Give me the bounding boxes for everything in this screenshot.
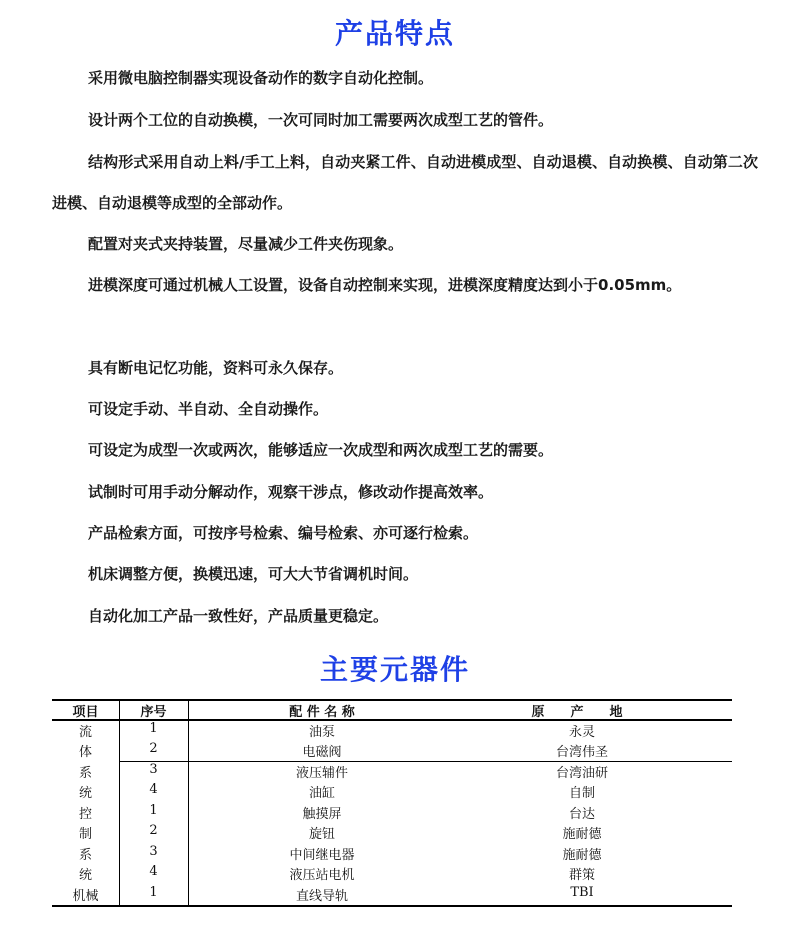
feature-item: 试制时可用手动分解动作，观察干涉点，修改动作提高效率。: [88, 483, 494, 501]
category-char: 系: [78, 766, 92, 781]
feature-item: 产品检索方面，可按序号检索、编号检索、亦可逐行检索。: [88, 524, 479, 542]
feature-item: 机床调整方便，换模迅速，可大大节省调机时间。: [88, 565, 419, 583]
row-no: 3: [149, 762, 158, 777]
row-no: 4: [149, 864, 158, 879]
table-col-rule: [188, 699, 189, 907]
feature-item: 设计两个工位的自动换模，一次可同时加工需要两次成型工艺的管件。: [88, 111, 554, 129]
row-name: 中间继电器: [289, 848, 355, 863]
row-no: 4: [149, 782, 158, 797]
components-table: [52, 699, 732, 907]
row-name: 旋钮: [308, 827, 335, 842]
components-title: 主要元器件: [319, 653, 470, 686]
row-origin: 自制: [568, 786, 595, 801]
row-name: 油缸: [308, 786, 335, 801]
row-origin: 台湾伟圣: [555, 745, 608, 760]
row-origin: 施耐德: [562, 848, 602, 863]
row-name: 直线导轨: [295, 889, 348, 904]
row-origin: 群策: [568, 868, 595, 883]
feature-item: 自动化加工产品一致性好，产品质量更稳定。: [88, 607, 389, 625]
row-no: 1: [149, 803, 158, 818]
row-name: 液压辅件: [295, 766, 348, 781]
category-char: 统: [78, 868, 92, 883]
header-origin: 原 产 地: [531, 705, 623, 720]
features-title: 产品特点: [334, 17, 455, 50]
row-no: 2: [149, 823, 158, 838]
feature-item: 采用微电脑控制器实现设备动作的数字自动化控制。: [88, 69, 434, 87]
feature-item: 具有断电记忆功能，资料可永久保存。: [88, 359, 344, 377]
feature-item: 结构形式采用自动上料/手工上料，自动夹紧工件、自动进模成型、自动退模、自动换模、自动第二次进模、自动退模等成型的全部动作。: [52, 153, 758, 212]
row-no: 1: [149, 885, 158, 900]
row-no: 2: [149, 741, 158, 756]
row-name: 油泵: [308, 725, 335, 740]
row-origin: TBI: [570, 885, 594, 900]
category-char: 制: [78, 827, 92, 842]
row-name: 电磁阀: [302, 745, 342, 760]
header-name: 配 件 名 称: [289, 705, 355, 720]
row-origin: 永灵: [568, 725, 595, 740]
category-char: 控: [78, 807, 92, 822]
feature-item: 配置对夹式夹持装置，尽量减少工件夹伤现象。: [88, 235, 404, 253]
feature-item: 可设定为成型一次或两次，能够适应一次成型和两次成型工艺的需要。: [88, 441, 554, 459]
row-no: 3: [149, 844, 158, 859]
row-origin: 台湾油研: [555, 766, 608, 781]
row-name: 液压站电机: [289, 868, 355, 883]
row-no: 1: [149, 721, 158, 736]
header-no: 序号: [140, 705, 167, 720]
table-bottom-rule: [52, 905, 732, 907]
row-origin: 台达: [568, 807, 595, 822]
row-origin: 施耐德: [562, 827, 602, 842]
category-char: 统: [78, 786, 92, 801]
header-category: 项目: [72, 705, 99, 720]
row-name: 触摸屏: [302, 807, 342, 822]
category-char: 体: [78, 745, 92, 760]
feature-item: 可设定手动、半自动、全自动操作。: [88, 400, 329, 418]
category-char: 系: [78, 848, 92, 863]
feature-item: 进模深度可通过机械人工设置，设备自动控制来实现，进模深度精度达到小于0.05mm。: [88, 276, 682, 294]
category-char: 机械: [72, 889, 99, 904]
category-char: 流: [78, 725, 92, 740]
